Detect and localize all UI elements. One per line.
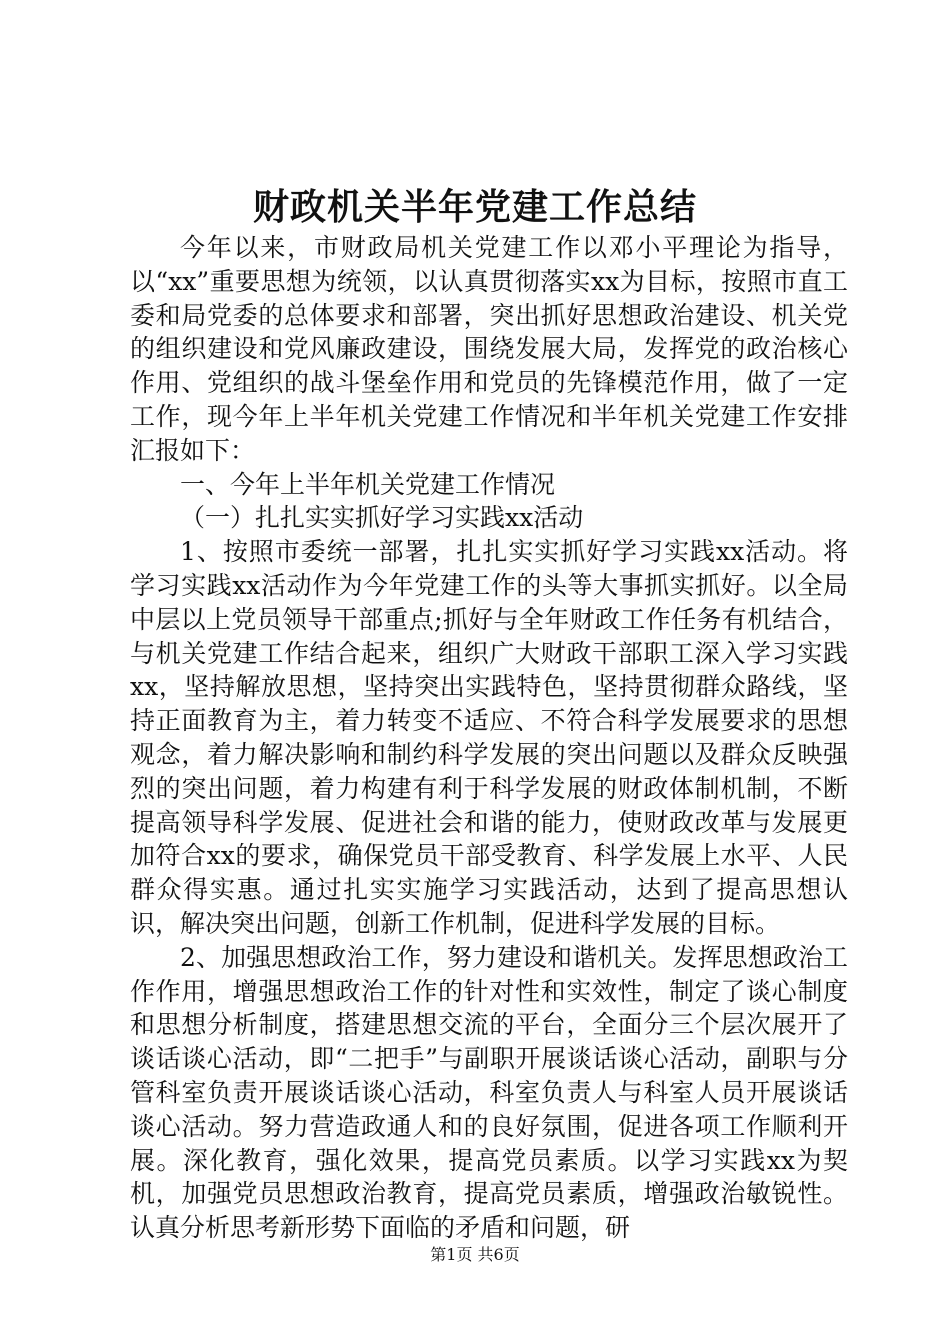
- paragraph-intro: 今年以来，市财政局机关党建工作以邓小平理论为指导，以“xx”重要思想为统领，以认真贯彻落实xx为目标，按照市直工委和局党委的总体要求和部署，突出抓好思想政治建设、机关党的组织建设和党风廉政建设，围绕发展大局，发挥党的政治核心作用、党组织的战斗堡垒作用和党员的先锋模范作用，做了一定工作，现今年上半年机关党建工作情况和半年机关党建工作安排汇报如下：: [130, 233, 848, 465]
- paragraph-item-1: 1、按照市委统一部署，扎扎实实抓好学习实践xx活动。将学习实践xx活动作为今年党建工作的头等大事抓实抓好。以全局中层以上党员领导干部重点;抓好与全年财政工作任务有机结合，与机关党建工作结合起来，组织广大财政干部职工深入学习实践xx，坚持解放思想，坚持突出实践特色，坚持贯彻群众路线，坚持正面教育为主，着力转变不适应、不符合科学发展要求的思想观念，着力解决影响和制约科学发展的突出问题以及群众反映强烈的突出问题，着力构建有利于科学发展的财政体制机制，不断提高领导科学发展、促进社会和谐的能力，使财政改革与发展更加符合xx的要求，确保党员干部受教育、科学发展上水平、人民群众得实惠。通过扎实实施学习实践活动，达到了提高思想认识，解决突出问题，创新工作机制，促进科学发展的目标。: [130, 537, 848, 938]
- page-number-footer: 第1页 共6页: [430, 1245, 520, 1264]
- subsection-heading: （一）扎扎实实抓好学习实践xx活动: [180, 503, 584, 533]
- section-heading: 一、今年上半年机关党建工作情况: [180, 469, 556, 499]
- paragraph-item-2: 2、加强思想政治工作，努力建设和谐机关。发挥思想政治工作作用，增强思想政治工作的针对性和实效性，制定了谈心制度和思想分析制度，搭建思想交流的平台，全面分三个层次展开了谈话谈心活动，即“二把手”与副职开展谈话谈心活动，副职与分管科室负责开展谈话谈心活动，科室负责人与科室人员开展谈话谈心活动。努力营造政通人和的良好氛围，促进各项工作顺利开展。深化教育，强化效果，提高党员素质。以学习实践xx为契机，加强党员思想政治教育，提高党员素质，增强政治敏锐性。认真分析思考新形势下面临的矛盾和问题，研: [130, 942, 848, 1243]
- document-body: [130, 231, 848, 1245]
- document-title: 财政机关半年党建工作总结: [252, 186, 697, 228]
